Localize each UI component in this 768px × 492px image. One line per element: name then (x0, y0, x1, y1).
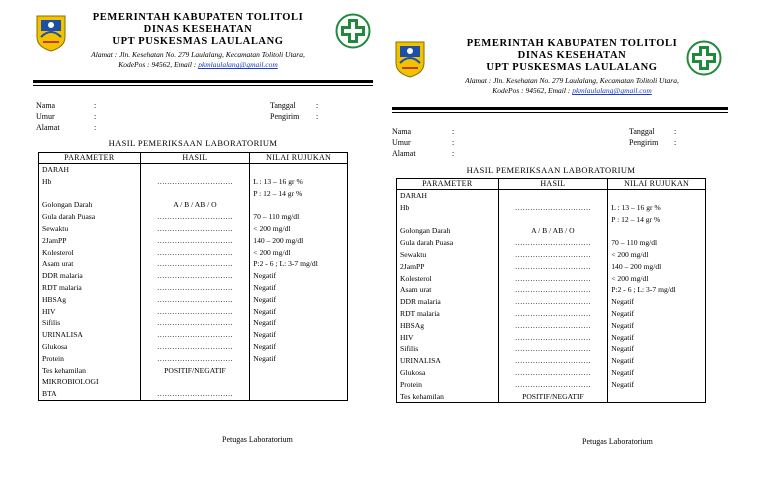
table-row (39, 199, 348, 211)
hasil-cell[interactable]: ………………………… (498, 249, 608, 261)
table-row (397, 284, 706, 296)
param-cell: Tes kehamilan (397, 391, 499, 403)
table-row (39, 317, 348, 329)
letterhead (70, 12, 326, 70)
hasil-cell[interactable]: ………………………… (498, 320, 608, 332)
table-row (39, 176, 348, 188)
ref-cell: Negatif (250, 341, 348, 353)
ref-cell: Negatif (608, 332, 706, 344)
hasil-cell[interactable] (140, 376, 250, 388)
lab-results-table (38, 152, 348, 401)
table-row (39, 353, 348, 365)
ref-cell (250, 388, 348, 400)
table-row (397, 320, 706, 332)
param-cell: Asam urat (39, 258, 141, 270)
col-hasil: HASIL (498, 179, 608, 190)
label-umur: Umur (36, 112, 55, 121)
label-umur: Umur (392, 138, 411, 147)
ref-cell (608, 391, 706, 403)
label-alamat: Alamat (36, 123, 60, 132)
table-row (397, 367, 706, 379)
ref-cell: 140 – 200 mg/dl (608, 261, 706, 273)
table-row (39, 270, 348, 282)
header-line1: PEMERINTAH KABUPATEN TOLITOLI (466, 38, 678, 49)
regency-emblem-icon (34, 13, 68, 53)
param-cell: URINALISA (39, 329, 141, 341)
table-row (39, 188, 348, 200)
param-cell: Protein (397, 379, 499, 391)
patient-info: Nama : Tanggal : Umur : Pengirim : Alamat : (36, 101, 319, 132)
table-row (39, 258, 348, 270)
ref-cell (608, 225, 706, 237)
table-row (39, 365, 348, 377)
hasil-cell[interactable]: ………………………… (140, 329, 250, 341)
ref-cell: < 200 mg/dl (250, 223, 348, 235)
header-address: Alamat : Jln. Kesehatan No. 279 Laulalang, Kecamatan Tolitoli Utara, (91, 50, 305, 60)
header-rule-thin (392, 112, 728, 113)
hasil-cell[interactable]: ………………………… (498, 261, 608, 273)
param-cell: Protein (39, 353, 141, 365)
hasil-cell[interactable]: ………………………… (498, 355, 608, 367)
table-row (39, 329, 348, 341)
param-cell: Kolesterol (39, 247, 141, 259)
table-row (397, 190, 706, 202)
ref-cell: < 200 mg/dl (250, 247, 348, 259)
header-email-link[interactable]: pkmlaulalang@gmail.com (198, 60, 278, 70)
param-cell (397, 214, 499, 226)
ref-cell: Negatif (250, 317, 348, 329)
hasil-cell[interactable] (140, 188, 250, 200)
header-line3: UPT PUSKESMAS LAULALANG (112, 36, 284, 48)
param-cell: RDT malaria (39, 282, 141, 294)
hasil-cell[interactable]: ………………………… (498, 296, 608, 308)
param-cell: 2JamPP (397, 261, 499, 273)
ref-cell: 140 – 200 mg/dl (250, 235, 348, 247)
table-row (39, 247, 348, 259)
ref-cell: Negatif (608, 379, 706, 391)
hasil-cell[interactable]: ………………………… (140, 353, 250, 365)
col-nilai-rujukan: NILAI RUJUKAN (608, 179, 706, 190)
param-cell: DDR malaria (397, 296, 499, 308)
header-email-link[interactable]: pkmlaulalang@gmail.com (572, 86, 652, 96)
label-tanggal: Tanggal (270, 101, 296, 110)
table-row (397, 261, 706, 273)
table-row (397, 332, 706, 344)
header-postal: KodePos : 94562, Email : (118, 60, 199, 70)
label-pengirim: Pengirim (270, 112, 300, 121)
table-row (397, 237, 706, 249)
hasil-cell[interactable]: ………………………… (498, 237, 608, 249)
hasil-cell[interactable]: ………………………… (140, 388, 250, 400)
table-row (39, 388, 348, 400)
header-address: Alamat : Jln. Kesehatan No. 279 Laulalang, Kecamatan Tolitoli Utara, (465, 76, 679, 86)
label-tanggal: Tanggal (629, 127, 655, 136)
param-cell: Sewaktu (397, 249, 499, 261)
hasil-cell[interactable]: ………………………… (140, 223, 250, 235)
table-row (397, 391, 706, 403)
col-parameter: PARAMETER (397, 179, 499, 190)
header-line2: DINAS KESEHATAN (143, 24, 253, 36)
header-line1: PEMERINTAH KABUPATEN TOLITOLI (92, 12, 304, 23)
table-row (397, 225, 706, 237)
param-cell: Golongan Darah (39, 199, 141, 211)
param-cell: HIV (397, 332, 499, 344)
hasil-cell[interactable]: ………………………… (140, 294, 250, 306)
hasil-cell[interactable]: ………………………… (498, 343, 608, 355)
param-cell: Glukosa (39, 341, 141, 353)
param-cell: RDT malaria (397, 308, 499, 320)
hasil-cell[interactable]: ………………………… (140, 176, 250, 188)
hasil-cell[interactable] (498, 214, 608, 226)
signature-label: Petugas Laboratorium (582, 437, 653, 446)
hasil-cell[interactable]: ………………………… (498, 284, 608, 296)
form-title: HASIL PEMERIKSAAN LABORATORIUM (108, 138, 278, 148)
param-cell: Hb (397, 202, 499, 214)
hasil-cell[interactable]: A / B / AB / O (498, 225, 608, 237)
hasil-cell[interactable]: ………………………… (140, 258, 250, 270)
table-row (397, 202, 706, 214)
param-cell: Asam urat (397, 284, 499, 296)
hasil-cell[interactable]: ………………………… (498, 332, 608, 344)
param-cell: Golongan Darah (397, 225, 499, 237)
hasil-cell[interactable]: ………………………… (140, 282, 250, 294)
col-parameter: PARAMETER (39, 153, 141, 164)
ref-cell: P : 12 – 14 gr % (250, 188, 348, 200)
param-cell (39, 188, 141, 200)
ref-cell: Negatif (250, 294, 348, 306)
table-row (397, 355, 706, 367)
param-cell: DARAH (397, 190, 499, 202)
ref-cell: Negatif (250, 329, 348, 341)
ref-cell (250, 199, 348, 211)
table-row (397, 273, 706, 285)
table-row (397, 296, 706, 308)
param-cell: Hb (39, 176, 141, 188)
ref-cell: < 200 mg/dl (608, 273, 706, 285)
table-row (39, 294, 348, 306)
ref-cell: P:2 - 6 ; L: 3-7 mg/dl (250, 258, 348, 270)
param-cell: Gula darah Puasa (397, 237, 499, 249)
table-row (39, 223, 348, 235)
hasil-cell[interactable] (498, 190, 608, 202)
signature-label: Petugas Laboratorium (222, 435, 293, 444)
param-cell: Glukosa (397, 367, 499, 379)
hasil-cell[interactable]: ………………………… (140, 317, 250, 329)
ref-cell: 70 – 110 mg/dl (250, 211, 348, 223)
hasil-cell[interactable]: POSITIF/NEGATIF (498, 391, 608, 403)
hasil-cell[interactable]: ………………………… (140, 235, 250, 247)
param-cell: HIV (39, 306, 141, 318)
ref-cell (250, 376, 348, 388)
param-cell: HBSAg (39, 294, 141, 306)
patient-info: Nama : Tanggal : Umur : Pengirim : Alamat : (392, 127, 677, 158)
label-nama: Nama (392, 127, 412, 136)
ref-cell: Negatif (608, 308, 706, 320)
table-row (39, 282, 348, 294)
table-row (39, 341, 348, 353)
ref-cell: P:2 - 6 ; L: 3-7 mg/dl (608, 284, 706, 296)
col-hasil: HASIL (140, 153, 250, 164)
label-nama: Nama (36, 101, 56, 110)
table-row (397, 343, 706, 355)
param-cell: Sifilis (39, 317, 141, 329)
ref-cell: Negatif (250, 353, 348, 365)
param-cell: DDR malaria (39, 270, 141, 282)
hasil-cell[interactable]: ………………………… (140, 211, 250, 223)
param-cell: Sewaktu (39, 223, 141, 235)
lab-results-table (396, 178, 706, 403)
ref-cell (608, 190, 706, 202)
ref-cell: Negatif (608, 343, 706, 355)
hasil-cell[interactable]: ………………………… (140, 270, 250, 282)
hasil-cell[interactable]: A / B / AB / O (140, 199, 250, 211)
param-cell: BTA (39, 388, 141, 400)
hasil-cell[interactable]: ………………………… (140, 341, 250, 353)
table-row (39, 235, 348, 247)
ref-cell: Negatif (608, 320, 706, 332)
hasil-cell[interactable]: ………………………… (498, 367, 608, 379)
param-cell: Gula darah Puasa (39, 211, 141, 223)
col-nilai-rujukan: NILAI RUJUKAN (250, 153, 348, 164)
hasil-cell[interactable]: ………………………… (140, 306, 250, 318)
ref-cell: P : 12 – 14 gr % (608, 214, 706, 226)
header-rule-thin (33, 85, 373, 86)
param-cell: DARAH (39, 164, 141, 176)
table-row (39, 306, 348, 318)
label-pengirim: Pengirim (629, 138, 659, 147)
param-cell: URINALISA (397, 355, 499, 367)
hasil-cell[interactable]: ………………………… (498, 202, 608, 214)
health-cross-icon (335, 13, 371, 49)
ref-cell (250, 365, 348, 377)
hasil-cell[interactable]: ………………………… (498, 273, 608, 285)
param-cell: Kolesterol (397, 273, 499, 285)
ref-cell: L : 13 – 16 gr % (250, 176, 348, 188)
ref-cell: Negatif (250, 282, 348, 294)
table-row (397, 379, 706, 391)
health-cross-icon (686, 40, 722, 76)
hasil-cell[interactable]: ………………………… (140, 247, 250, 259)
form-title: HASIL PEMERIKSAAN LABORATORIUM (466, 165, 636, 175)
table-row (39, 376, 348, 388)
letterhead (432, 38, 712, 96)
header-rule (33, 80, 373, 83)
label-alamat: Alamat (392, 149, 416, 158)
ref-cell: Negatif (250, 306, 348, 318)
param-cell: 2JamPP (39, 235, 141, 247)
ref-cell: 70 – 110 mg/dl (608, 237, 706, 249)
hasil-cell[interactable]: ………………………… (498, 308, 608, 320)
ref-cell: Negatif (608, 296, 706, 308)
hasil-cell[interactable] (140, 164, 250, 176)
table-row (397, 214, 706, 226)
header-rule (392, 107, 728, 110)
param-cell: Tes kehamilan (39, 365, 141, 377)
table-row (397, 308, 706, 320)
ref-cell: L : 13 – 16 gr % (608, 202, 706, 214)
ref-cell: Negatif (608, 355, 706, 367)
table-row (39, 164, 348, 176)
ref-cell (250, 164, 348, 176)
header-postal: KodePos : 94562, Email : (492, 86, 573, 96)
hasil-cell[interactable]: POSITIF/NEGATIF (140, 365, 250, 377)
regency-emblem-icon (393, 39, 427, 79)
param-cell: HBSAg (397, 320, 499, 332)
table-row (397, 249, 706, 261)
header-line2: DINAS KESEHATAN (517, 50, 627, 62)
hasil-cell[interactable]: ………………………… (498, 379, 608, 391)
param-cell: Sifilis (397, 343, 499, 355)
table-row (39, 211, 348, 223)
ref-cell: Negatif (250, 270, 348, 282)
param-cell: MIKROBIOLOGI (39, 376, 141, 388)
ref-cell: Negatif (608, 367, 706, 379)
header-line3: UPT PUSKESMAS LAULALANG (486, 62, 658, 74)
ref-cell: < 200 mg/dl (608, 249, 706, 261)
